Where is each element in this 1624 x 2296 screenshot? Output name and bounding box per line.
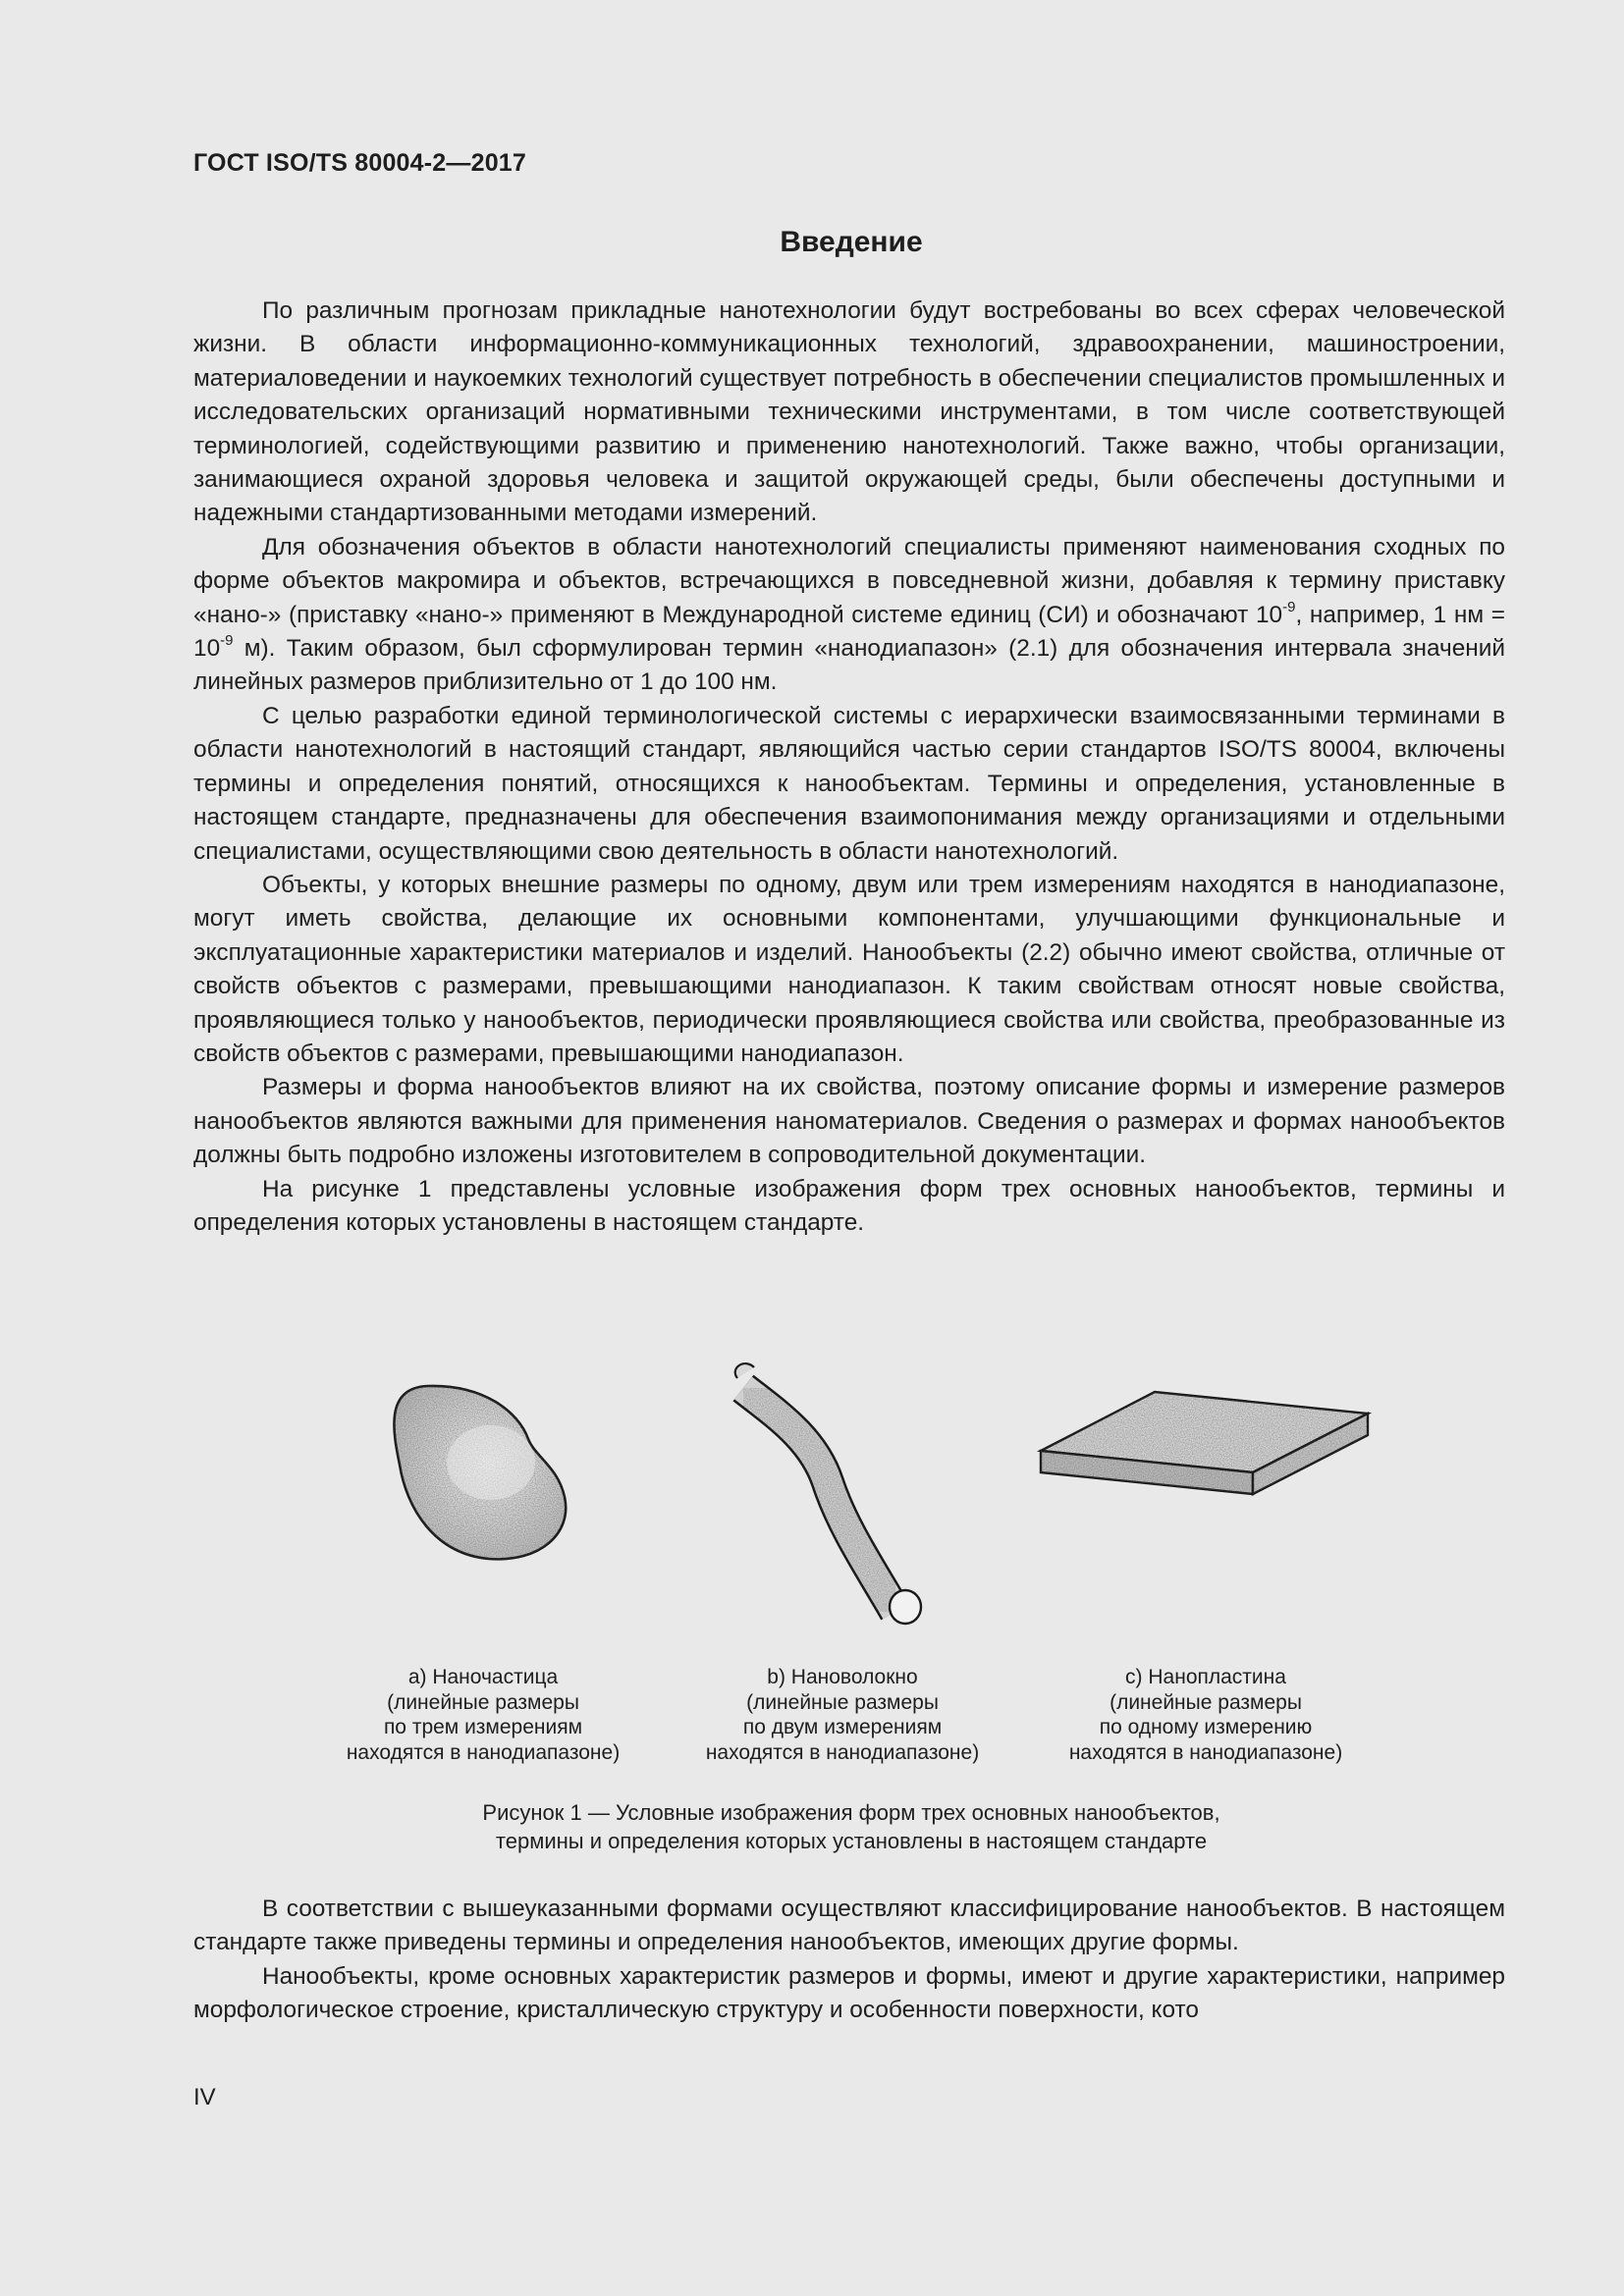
page-number: IV (193, 2084, 216, 2110)
caption-nanoplate: c) Нанопластина (линейные размеры по одному измерению находятся в нанодиапазоне) (1068, 1666, 1343, 1764)
caption-nanoparticle: a) Наночастица (линейные размеры по трем измерениям находятся в нанодиапазоне) (346, 1666, 621, 1764)
section-title: Введение (780, 226, 923, 258)
nanoplate-illustration (1041, 1392, 1368, 1494)
document-code-header: ГОСТ ISO/TS 80004-2—2017 (193, 149, 527, 177)
intro-text (193, 294, 1505, 1240)
paragraph: На рисунке 1 представлены условные изображения форм трех основных нанообъектов, термины и определения которых установлены в настоящем стандарте. (193, 1175, 1505, 1236)
nanofiber-illustration (735, 1363, 921, 1624)
paragraph: С целью разработки единой терминологической системы с иерархически взаимосвязанными терминами в области нанотехнологий в настоящий стандарт, являющийся частью серии стандартов ISO/TS 80004, включены термины и определения понятий, относящихся к нанообъектам. Термины и определения, установленные в настоящем стандарте, предназначены для обеспечения взаимопонимания между организациями и отдельными специалистами, осуществляющими свою деятельность в области нанотехнологий. (193, 702, 1505, 865)
figure-1 (0, 1355, 1624, 1865)
caption-nanofiber: b) Нановолокно (линейные размеры по двум измерениям находятся в нанодиапазоне) (705, 1666, 980, 1764)
figure-title: Рисунок 1 — Условные изображения форм трех основных нанообъектов, термины и определения которых установлены в настоящем стандарте (482, 1800, 1220, 1853)
paragraph: По различным прогнозам прикладные нанотехнологии будут востребованы во всех сферах человеческой жизни. В области информационно-коммуникационных технологий, здравоохранении, машиностроении, материаловедении и наукоемких технологий существует потребность в обеспечении специалистов промышленных и исследовательских организаций нормативными техническими инструментами, в том числе соответствующей терминологией, содействующими развитию и применению нанотехнологий. Также важно, чтобы организации, занимающиеся охраной здоровья человека и защитой окружающей среды, были обеспечены доступными и надежными стандартизованными методами измерений. (193, 297, 1505, 527)
paragraph: Для обозначения объектов в области нанотехнологий специалисты применяют наименования сходных по форме объектов макромира и объектов, встречающихся в повседневной жизни, добавляя к термину приставку «нано-» (приставку «нано-» применяют в Международной системе единиц (СИ) и обозначают $10^{-9}$, например, 1 нм = $10^{-9}$ м). Таким образом, был сформулирован термин «нанодиапазон» (2.1) для обозначения интервала значений линейных размеров приблизительно от 1 до 100 нм. (193, 533, 1505, 696)
figure-illustrations (0, 1355, 1624, 1649)
closing-text (193, 1893, 1505, 2028)
paragraph: В соответствии с вышеуказанными формами осуществляют классифицирование нанообъектов. В настоящем стандарте также приведены термины и определения нанообъектов, имеющих другие формы. (193, 1896, 1505, 1956)
paragraph: Нанообъекты, кроме основных характеристик размеров и формы, имеют и другие характеристики, например морфологическое строение, кристаллическую структуру и особенности поверхности, кото (193, 1962, 1505, 2024)
nanoparticle-illustration (394, 1386, 566, 1559)
paragraph: Объекты, у которых внешние размеры по одному, двум или трем измерениям находятся в нанодиапазоне, могут иметь свойства, делающие их основными компонентами, улучшающими функциональные и эксплуатационные характеристики материалов и изделий. Нанообъекты (2.2) обычно имеют свойства, отличные от свойств объектов с размерами, превышающими нанодиапазон. К таким свойствам относят новые свойства, проявляющиеся только у нанообъектов, периодически проявляющиеся свойства или свойства, преобразованные из свойств объектов с размерами, превышающими нанодиапазон. (193, 871, 1505, 1067)
paragraph: Размеры и форма нанообъектов влияют на их свойства, поэтому описание формы и измерение размеров нанообъектов являются важными для применения наноматериалов. Сведения о размерах и формах нанообъектов должны быть подробно изложены изготовителем в сопроводительной документации. (193, 1074, 1505, 1169)
